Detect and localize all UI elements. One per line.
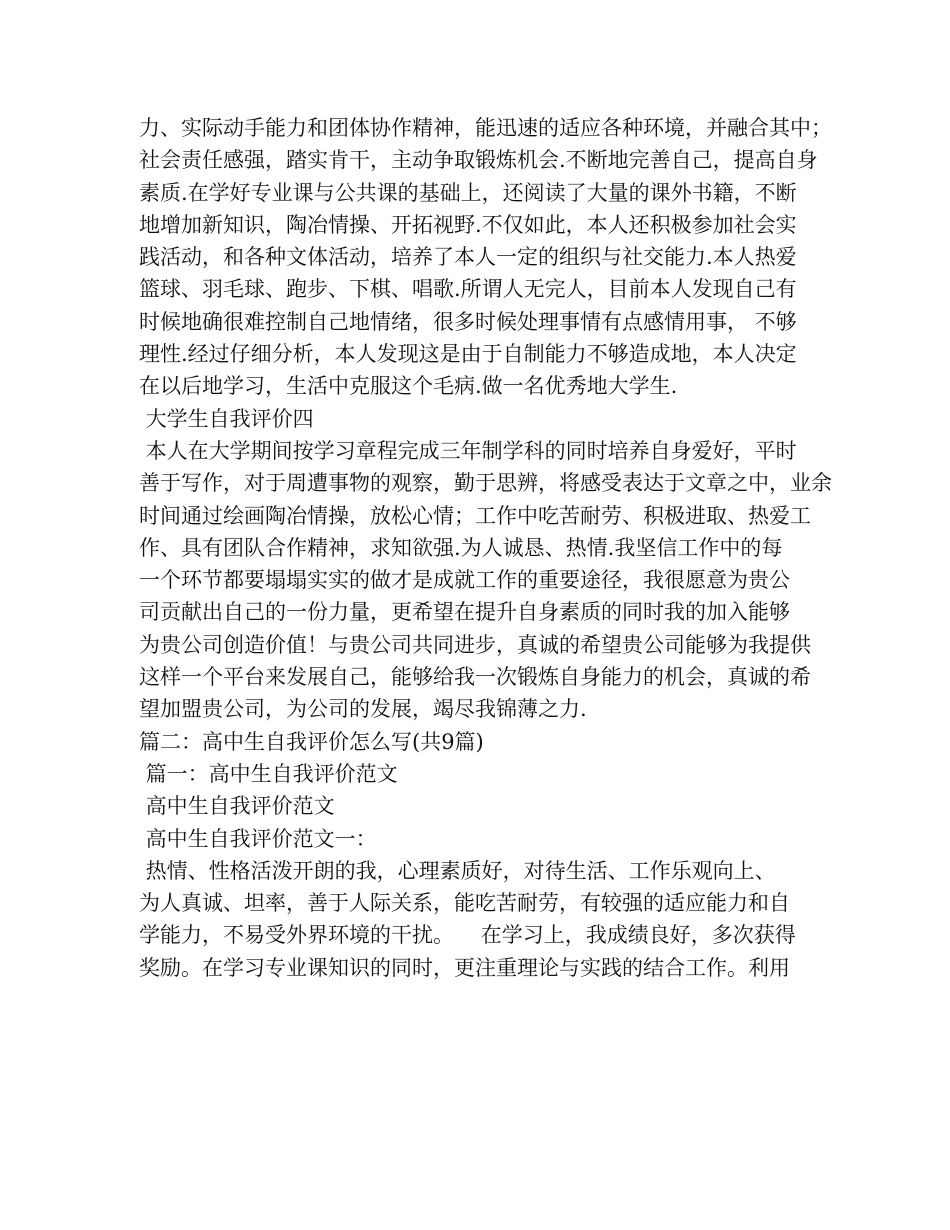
body-line: 这样一个平台来发展自己，能够给我一次锻炼自身能力的机会，真诚的希	[139, 665, 811, 690]
body-line: 热情、性格活泼开朗的我，心理素质好，对待生活、工作乐观向上、	[139, 858, 776, 883]
body-line: 望加盟贵公司，为公司的发展，竭尽我锦薄之力.	[139, 697, 587, 722]
body-line: 学能力，不易受外界环境的干扰。 在学习上，我成绩良好，多次获得	[139, 923, 796, 948]
body-line: 在以后地学习，生活中克服这个毛病.做一名优秀地大学生.	[139, 374, 678, 399]
body-line: 一个环节都要塌塌实实的做才是成就工作的重要途径，我很愿意为贵公	[139, 568, 790, 593]
body-line: 善于写作，对于周遭事物的观察，勤于思辨，将感受表达于文章之中，业余	[139, 471, 832, 496]
body-line: 时候地确很难控制自己地情绪，很多时候处理事情有点感情用事， 不够	[139, 309, 797, 334]
body-line: 社会责任感强，踏实肯干，主动争取锻炼机会.不断地完善自己，提高自身	[139, 148, 818, 173]
body-line: 践活动，和各种文体活动，培养了本人一定的组织与社交能力.本人热爱	[139, 245, 797, 270]
body-line: 地增加新知识，陶冶情操、开拓视野.不仅如此，本人还积极参加社会实	[139, 212, 797, 237]
body-line: 素质.在学好专业课与公共课的基础上，还阅读了大量的课外书籍，不断	[139, 180, 797, 205]
chapter-heading: 篇二：高中生自我评价怎么写(共9篇)	[139, 729, 484, 754]
body-line: 为人真诚、坦率，善于人际关系，能吃苦耐劳，有较强的适应能力和自	[139, 891, 790, 916]
section-heading: 高中生自我评价范文	[139, 794, 335, 819]
section-heading: 大学生自我评价四	[139, 406, 314, 431]
section-heading: 高中生自我评价范文一：	[139, 826, 377, 851]
body-line: 篮球、羽毛球、跑步、下棋、唱歌.所谓人无完人，目前本人发现自己有	[139, 277, 797, 302]
body-line: 作、具有团队合作精神，求知欲强.为人诚恳、热情.我坚信工作中的每	[139, 535, 783, 560]
body-line: 本人在大学期间按学习章程完成三年制学科的同时培养自身爱好，平时	[139, 438, 797, 463]
body-line: 为贵公司创造价值！与贵公司共同进步，真诚的希望贵公司能够为我提供	[139, 632, 811, 657]
body-line: 奖励。在学习专业课知识的同时，更注重理论与实践的结合工作。利用	[139, 955, 790, 980]
body-line: 理性.经过仔细分析，本人发现这是由于自制能力不够造成地，本人决定	[139, 342, 797, 367]
section-heading: 篇一：高中生自我评价范文	[139, 761, 398, 786]
document-body	[139, 112, 839, 984]
body-line: 力、实际动手能力和团体协作精神，能迅速的适应各种环境，并融合其中；	[139, 116, 832, 140]
body-line: 司贡献出自己的一份力量，更希望在提升自身素质的同时我的加入能够	[139, 600, 790, 625]
body-line: 时间通过绘画陶冶情操，放松心情；工作中吃苦耐劳、积极进取、热爱工	[139, 503, 811, 528]
